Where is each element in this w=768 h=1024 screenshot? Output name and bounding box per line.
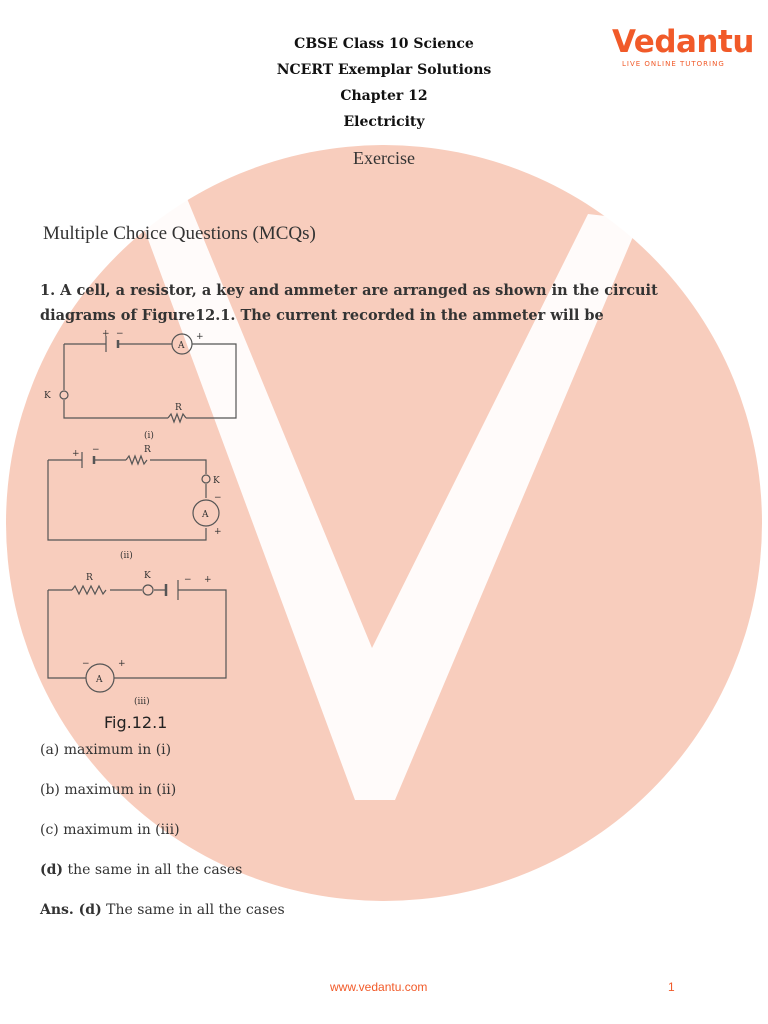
logo-name: Vedantu (612, 24, 754, 60)
option-a (40, 742, 171, 758)
fig3-ammeter: A (96, 675, 103, 685)
fig2-key: K (213, 476, 220, 486)
fig1-resistor: R (175, 403, 182, 413)
answer-label: Ans. (d) (40, 902, 102, 918)
fig1-plus: + (102, 329, 110, 339)
option-b (40, 782, 176, 798)
option-c-label: (c) (40, 822, 59, 838)
logo-tagline: LIVE ONLINE TUTORING (622, 60, 725, 68)
option-d-text: the same in all the cases (63, 862, 243, 878)
fig1-sublabel: (i) (144, 431, 154, 441)
option-d (40, 862, 242, 878)
figure-caption: Fig.12.1 (104, 713, 168, 732)
fig3-plus: + (204, 575, 212, 585)
fig2-plus: + (72, 449, 80, 459)
fig2-ammeter-plus: + (214, 527, 222, 537)
fig2-sublabel: (ii) (120, 551, 133, 561)
vedantu-logo (612, 24, 752, 70)
fig2-ammeter-minus: − (214, 493, 222, 503)
option-c (40, 822, 180, 838)
circuit-figure (38, 328, 248, 738)
option-a-text: maximum in (i) (59, 742, 172, 758)
section-title: Multiple Choice Questions (MCQs) (43, 223, 316, 244)
header-chapter: Chapter 12 (340, 88, 428, 104)
fig2-minus: − (92, 445, 100, 455)
fig2-resistor: R (144, 445, 151, 455)
question-text: 1. A cell, a resistor, a key and ammeter are arranged as shown in the circuit diagrams of Figure12.1. The current recorded in the ammeter will be (40, 282, 658, 324)
fig1-minus: − (116, 329, 124, 339)
page-number: 1 (668, 980, 675, 994)
fig3-resistor: R (86, 573, 93, 583)
fig1-ammeter: A (178, 341, 185, 351)
fig3-key: K (144, 571, 151, 581)
fig3-ammeter-minus: − (82, 659, 90, 669)
option-a-label: (a) (40, 742, 60, 758)
option-c-text: maximum in (iii) (58, 822, 180, 838)
option-d-label: (d) (40, 862, 64, 878)
exercise-title: Exercise (353, 148, 415, 168)
fig3-ammeter-plus: + (118, 659, 126, 669)
answer-text: The same in all the cases (101, 902, 285, 918)
answer (40, 902, 285, 918)
header-topic: Electricity (343, 114, 425, 130)
fig2-ammeter: A (202, 510, 209, 520)
header-book: NCERT Exemplar Solutions (276, 62, 492, 78)
fig3-minus: − (184, 575, 192, 585)
fig1-ammeter-plus: + (196, 332, 204, 342)
option-b-text: maximum in (ii) (59, 782, 177, 798)
header-subject: CBSE Class 10 Science (294, 36, 474, 52)
fig1-key: K (44, 391, 51, 401)
footer-url[interactable]: www.vedantu.com (330, 980, 428, 994)
fig3-sublabel: (iii) (134, 697, 150, 707)
option-b-label: (b) (40, 782, 60, 798)
